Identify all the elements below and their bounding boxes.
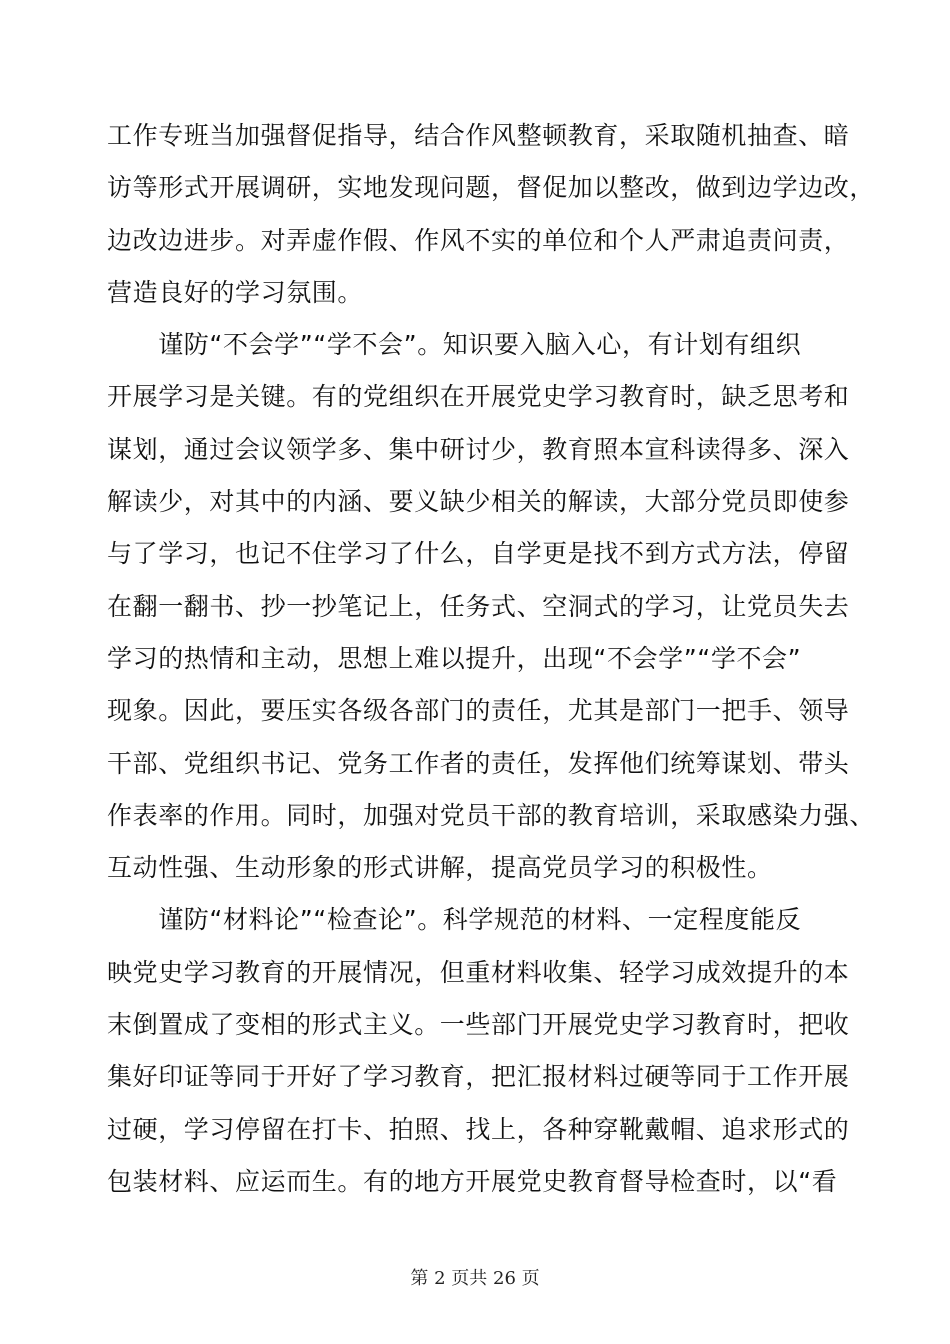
text-line: 干部、党组织书记、党务工作者的责任，发挥他们统筹谋划、带头 <box>107 748 850 778</box>
text-line: 作表率的作用。同时，加强对党员干部的教育培训，采取感染力强、 <box>107 800 876 830</box>
text-line: 互动性强、生动形象的形式讲解，提高党员学习的积极性。 <box>107 853 773 883</box>
text-line: 谨防“材料论”“检查论”。科学规范的材料、一定程度能反 <box>107 905 802 935</box>
text-line: 过硬，学习停留在打卡、拍照、找上，各种穿靴戴帽、追求形式的 <box>107 1114 850 1144</box>
text-line: 映党史学习教育的开展情况，但重材料收集、轻学习成效提升的本 <box>107 957 850 987</box>
document-body <box>107 110 876 1208</box>
text-line: 工作专班当加强督促指导，结合作风整顿教育，采取随机抽查、暗 <box>107 121 850 150</box>
text-line: 包装材料、应运而生。有的地方开展党史教育督导检查时，以“看 <box>107 1166 838 1196</box>
paragraph-1 <box>107 110 876 319</box>
paragraph-2 <box>107 319 876 894</box>
text-line: 在翻一翻书、抄一抄笔记上，任务式、空洞式的学习，让党员失去 <box>107 591 850 621</box>
text-line: 谨防“不会学”“学不会”。知识要入脑入心，有计划有组织 <box>107 330 802 360</box>
text-line: 谋划，通过会议领学多、集中研讨少，教育照本宣科读得多、深入 <box>107 434 850 464</box>
paragraph-3 <box>107 894 855 1208</box>
text-line: 末倒置成了变相的形式主义。一些部门开展党史学习教育时，把收 <box>107 1010 850 1040</box>
text-line: 开展学习是关键。有的党组织在开展党史学习教育时，缺乏思考和 <box>107 382 850 412</box>
text-line: 边改边进步。对弄虚作假、作风不实的单位和个人严肃追责问责， <box>107 225 850 255</box>
text-line: 与了学习，也记不住学习了什么，自学更是找不到方式方法，停留 <box>107 539 850 569</box>
text-line: 集好印证等同于开好了学习教育，把汇报材料过硬等同于工作开展 <box>107 1062 850 1092</box>
text-line: 学习的热情和主动，思想上难以提升，出现“不会学”“学不会” <box>107 643 802 673</box>
text-line: 现象。因此，要压实各级各部门的责任，尤其是部门一把手、领导 <box>107 696 850 726</box>
text-line: 营造良好的学习氛围。 <box>107 277 364 307</box>
text-line: 访等形式开展调研，实地发现问题，督促加以整改，做到边学边改， <box>107 173 876 203</box>
text-line: 解读少，对其中的内涵、要义缺少相关的解读，大部分党员即使参 <box>107 487 850 517</box>
page-number: 第 2 页共 26 页 <box>410 1268 540 1289</box>
